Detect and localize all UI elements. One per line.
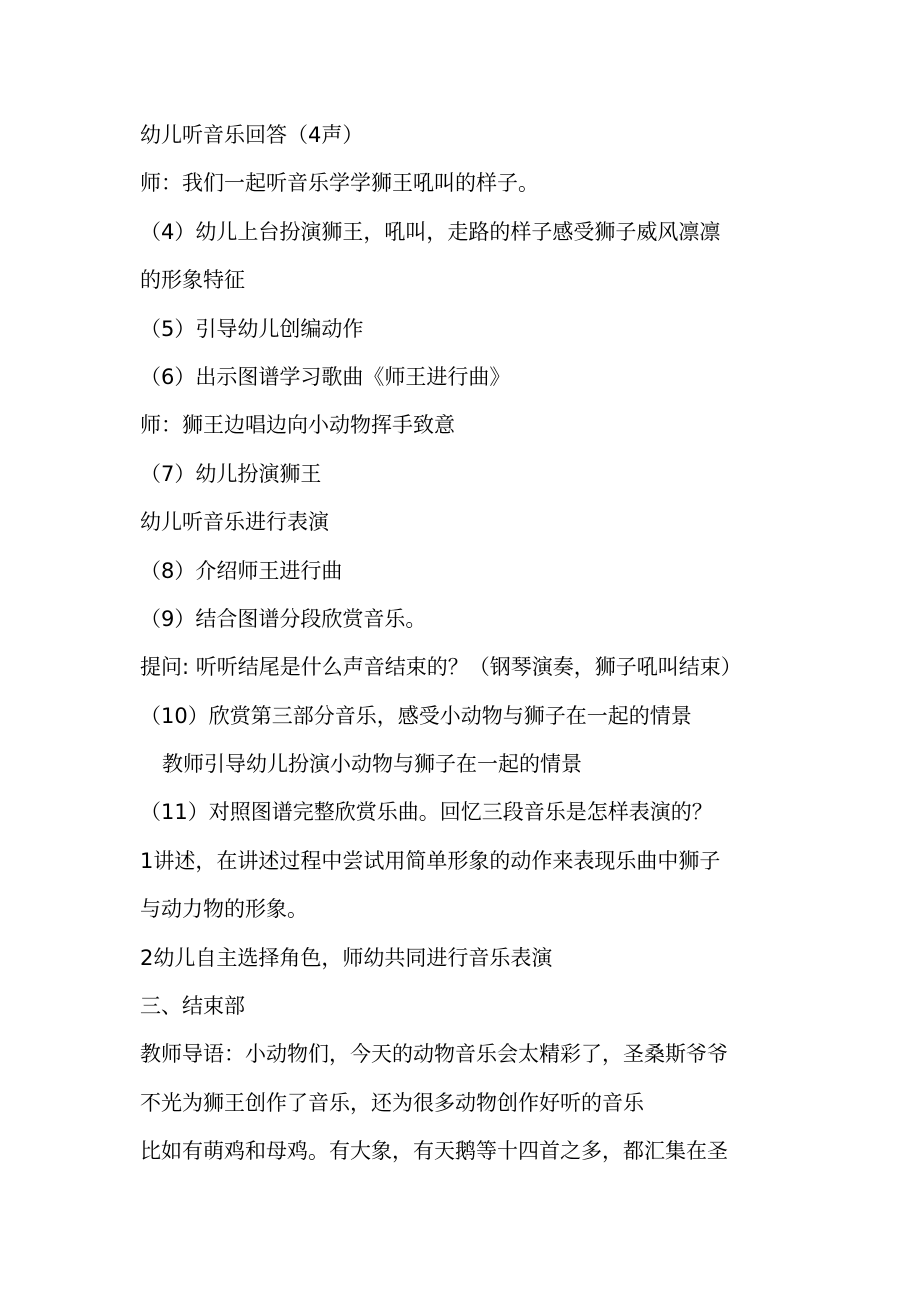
text-line: 2幼儿自主选择角色，师幼共同进行音乐表演 — [140, 945, 553, 970]
text-line: 的形象特征 — [140, 268, 245, 293]
text-line: （9）结合图谱分段欣赏音乐。 — [140, 606, 427, 631]
text-line: 幼儿听音乐回答（4声） — [140, 123, 364, 147]
section-heading: 三、结束部 — [140, 994, 245, 1019]
text-line: （11）对照图谱完整欣赏乐曲。回忆三段音乐是怎样表演的？ — [140, 800, 713, 825]
text-line: （7）幼儿扮演狮王 — [140, 461, 322, 486]
text-line: 教师导语：小动物们，今天的动物音乐会太精彩了，圣桑斯爷爷 — [140, 1042, 728, 1067]
text-line: （10）欣赏第三部分音乐，感受小动物与狮子在一起的情景 — [140, 703, 692, 728]
text-line: 比如有萌鸡和母鸡。有大象，有天鹅等十四首之多，都汇集在圣 — [140, 1139, 728, 1164]
text-line: （8）介绍师王进行曲 — [140, 558, 343, 583]
text-line: 幼儿听音乐进行表演 — [140, 510, 329, 535]
text-line: 与动力物的形象。 — [140, 897, 308, 922]
text-line: 师：我们一起听音乐学学狮王吼叫的样子。 — [140, 171, 539, 196]
text-line: （6）出示图谱学习歌曲《师王进行曲》 — [140, 364, 511, 389]
text-line: 1讲述，在讲述过程中尝试用简单形象的动作来表现乐曲中狮子 — [140, 848, 721, 873]
text-line: （4）幼儿上台扮演狮王，吼叫，走路的样子感受狮子威风凛凛 — [140, 219, 721, 244]
document-body — [140, 118, 800, 1183]
text-line: 提问: 听听结尾是什么声音结束的？（钢琴演奏，狮子吼叫结束） — [140, 655, 742, 680]
text-line: 不光为狮王创作了音乐，还为很多动物创作好听的音乐 — [140, 1090, 644, 1115]
text-line-indented: 教师引导幼儿扮演小动物与狮子在一起的情景 — [162, 752, 582, 777]
text-line: 师：狮王边唱边向小动物挥手致意 — [140, 413, 455, 438]
text-line: （5）引导幼儿创编动作 — [140, 316, 364, 341]
